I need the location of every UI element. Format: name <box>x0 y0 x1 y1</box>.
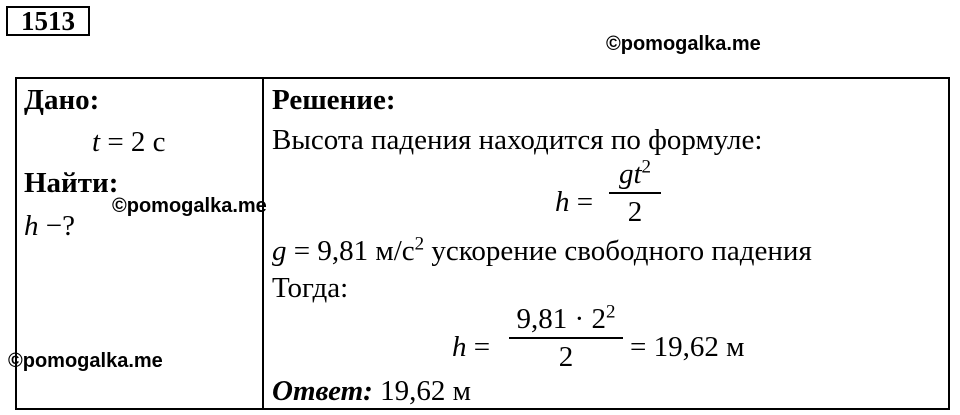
fraction-2: $9,81 \cdot 2^2$ 2 <box>509 303 623 373</box>
column-divider <box>262 77 264 410</box>
find-h: h −? <box>24 210 75 242</box>
given-t: t = 2 с <box>92 126 166 158</box>
find-heading: Найти: <box>24 167 119 199</box>
answer-line: Ответ: 19,62 м <box>272 375 471 407</box>
given-heading: Дано: <box>24 84 100 116</box>
watermark-top: ©pomogalka.me <box>606 33 761 55</box>
then-label: Тогда: <box>272 272 349 304</box>
watermark-middle: ©pomogalka.me <box>112 195 267 217</box>
fraction-1: $gt^2$ 2 <box>609 158 661 228</box>
solution-line-1: Высота падения находится по формуле: <box>272 124 763 156</box>
g-value-line: g = 9,81 $м/с^2$ ускорение свободного падения <box>272 233 812 267</box>
formula-2-result: = 19,62 м <box>630 331 745 363</box>
watermark-bottom: ©pomogalka.me <box>8 350 163 372</box>
solution-heading: Решение: <box>272 84 396 116</box>
problem-number: 1513 <box>6 6 90 36</box>
